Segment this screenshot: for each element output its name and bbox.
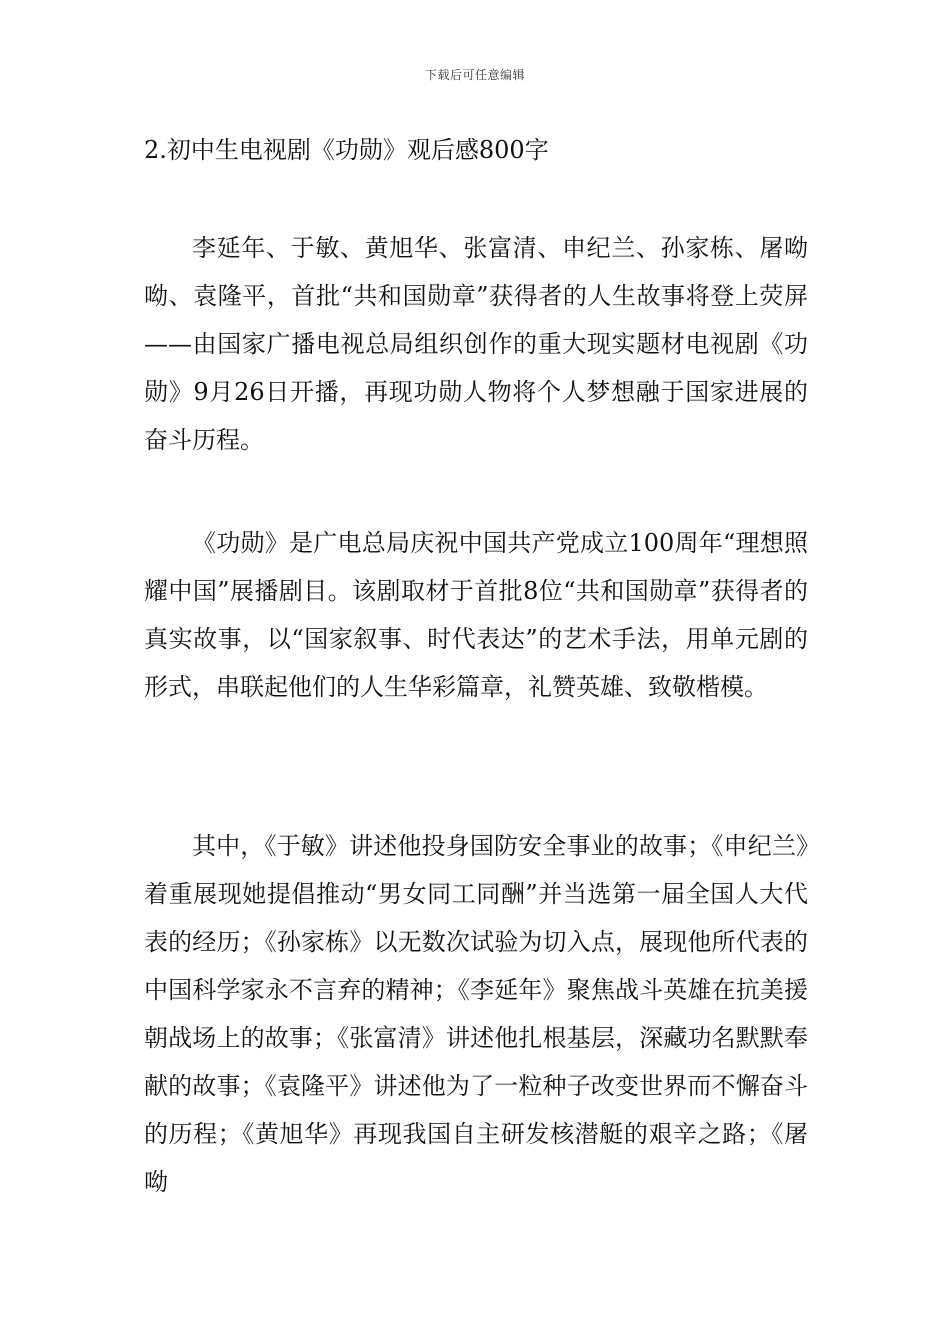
paragraph-text: 其中，《于敏》讲述他投身国防安全事业的故事；《申纪兰》着重展现她提倡推动“男女同工同酬”并当选第一届全国人大代表的经历；《孙家栋》以无数次试验为切入点，展现他所代表的中国科学家永不言弃的精神；《李延年》聚焦战斗英雄在抗美援朝战场上的故事；《张富清》讲述他扎根基层，深藏功名默默奉献的故事；《袁隆平》讲述他为了一粒种子改变世界而不懈奋斗的历程；《黄旭华》再现我国自主研发核潜艇的艰辛之路；《屠呦	[144, 832, 808, 1196]
header-note: 下载后可任意编辑	[424, 68, 525, 82]
paragraph-3	[144, 822, 808, 1206]
paragraph-2	[144, 519, 808, 711]
paragraph-1	[144, 224, 808, 464]
paragraph-text: 《功勋》是广电总局庆祝中国共产党成立100周年“理想照耀中国”展播剧目。该剧取材于首批8位“共和国勋章”获得者的真实故事，以“国家叙事、时代表达”的艺术手法，用单元剧的形式，串联起他们的人生华彩篇章，礼赞英雄、致敬楷模。	[144, 529, 808, 701]
paragraph-text: 李延年、于敏、黄旭华、张富清、申纪兰、孙家栋、屠呦呦、袁隆平，首批“共和国勋章”获得者的人生故事将登上荧屏——由国家广播电视总局组织创作的重大现实题材电视剧《功勋》9月26日开播，再现功勋人物将个人梦想融于国家进展的奋斗历程。	[144, 234, 808, 454]
document-title: 2.初中生电视剧《功勋》观后感800字	[144, 136, 549, 164]
